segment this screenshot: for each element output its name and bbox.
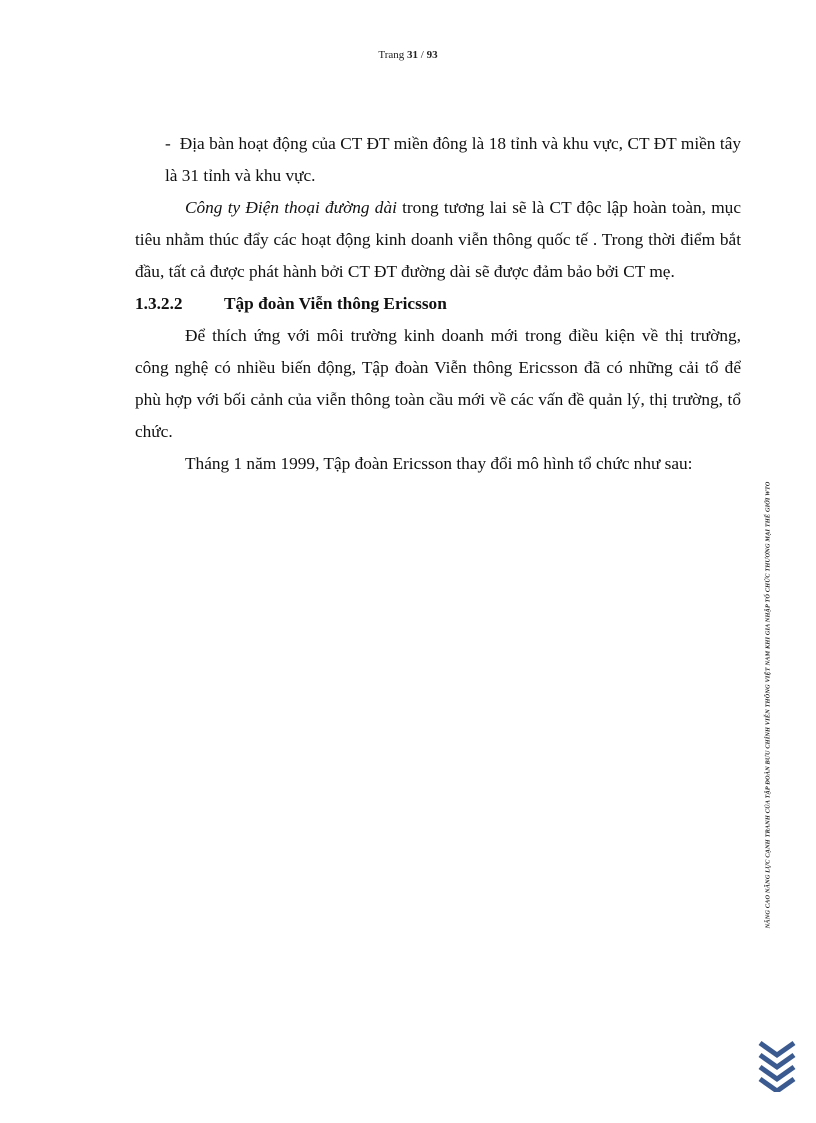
document-body [135,128,741,480]
bullet-paragraph [135,128,741,192]
paragraph-ericsson: Để thích ứng với môi trường kinh doanh mới trong điều kiện về thị trường, công nghệ có nhiều biến động, Tập đoàn Viễn thông Ericsson đã có những cải tổ để phù hợp với bối cảnh của viễn thông toàn cầu mới về các vấn đề quản lý, thị trường, tổ chức. [135,326,741,441]
bullet-dash: - [165,134,171,153]
paragraph-long-distance [135,192,741,288]
chevron-down-stack-icon[interactable] [757,1040,797,1092]
bullet-text: Địa bàn hoạt động của CT ĐT miền đông là 18 tỉnh và khu vực, CT ĐT miền tây là 31 tỉnh và khu vực. [165,134,742,185]
section-title: Tập đoàn Viễn thông Ericsson [224,294,447,313]
page-total: 93 [426,49,438,61]
paragraph-text: trong tương lai sẽ là CT độc lập hoàn toàn, mục tiêu nhằm thúc đẩy các hoạt động kinh doanh viễn thông quốc tế . Trong thời điểm bắt đầu, tất cả được phát hành bởi CT ĐT đường dài sẽ được đảm bảo bởi CT mẹ. [135,198,741,281]
section-heading [135,288,741,320]
page-header [0,49,816,61]
company-name-italic: Công ty Điện thoại đường dài [185,198,397,217]
paragraph-restructure: Tháng 1 năm 1999, Tập đoàn Ericsson thay đổi mô hình tổ chức như sau: [185,454,693,473]
page-label: Trang [378,49,405,61]
page-current: 31 [407,49,419,61]
section-number: 1.3.2.2 [135,294,183,313]
page-separator: / [420,49,424,61]
vertical-side-note [760,430,776,980]
side-note-text: NÂNG CAO NĂNG LỰC CẠNH TRANH CỦA TẬP ĐOÀN BƯU CHÍNH VIỄN THÔNG VIỆT NAM KHI GIA NHẬP TỔ CHỨC THƯƠNG MẠI THẾ GIỚI WTO [764,481,772,929]
